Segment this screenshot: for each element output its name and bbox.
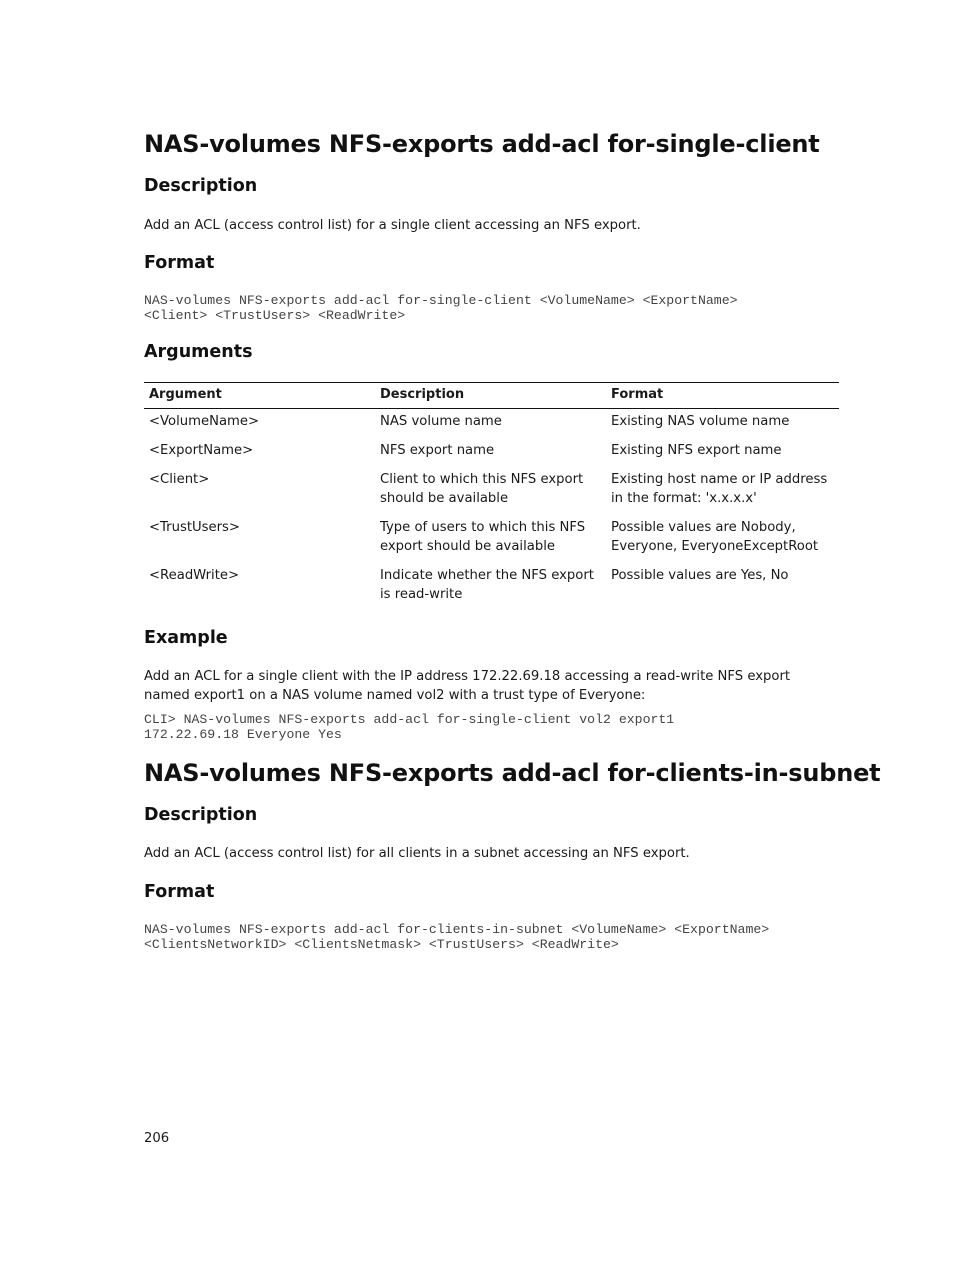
table-cell: Existing NFS export name <box>611 443 782 458</box>
column-header: Format <box>606 383 839 409</box>
format-code-line: NAS-volumes NFS-exports add-acl for-single-client <VolumeName> <ExportName> <box>144 293 738 308</box>
table-cell: NFS export name <box>380 443 495 458</box>
format-code-line: NAS-volumes NFS-exports add-acl for-clients-in-subnet <VolumeName> <ExportName> <box>144 922 770 937</box>
format-heading: Format <box>144 253 215 273</box>
example-heading: Example <box>144 628 228 648</box>
example-code-line: 172.22.69.18 Everyone Yes <box>144 727 342 742</box>
example-code-line: CLI> NAS-volumes NFS-exports add-acl for-single-client vol2 export1 <box>144 712 675 727</box>
table-header-row <box>144 383 839 409</box>
description-heading: Description <box>144 805 258 825</box>
table-cell: Type of users to which this NFS export should be available <box>380 520 586 554</box>
column-header: Description <box>375 383 606 409</box>
table-cell: <TrustUsers> <box>149 520 240 535</box>
description-text: Add an ACL (access control list) for a single client accessing an NFS export. <box>144 218 641 233</box>
table-row <box>144 438 839 467</box>
format-heading: Format <box>144 882 215 902</box>
table-cell: <ExportName> <box>149 443 254 458</box>
table-cell: <VolumeName> <box>149 414 260 429</box>
example-text: Add an ACL for a single client with the IP address 172.22.69.18 accessing a read-write NFS export named export1 on a NAS volume named vol2 with a trust type of Everyone: <box>144 669 791 703</box>
table-cell: Indicate whether the NFS export is read-write <box>380 568 594 602</box>
format-code-line: <ClientsNetworkID> <ClientsNetmask> <TrustUsers> <ReadWrite> <box>144 937 619 952</box>
section-title-single-client: NAS-volumes NFS-exports add-acl for-single-client <box>144 130 820 158</box>
table-cell: <ReadWrite> <box>149 568 240 583</box>
table-row <box>144 515 839 563</box>
table-cell: Existing NAS volume name <box>611 414 790 429</box>
table-row <box>144 563 839 611</box>
description-text: Add an ACL (access control list) for all clients in a subnet accessing an NFS export. <box>144 846 690 861</box>
table-cell: <Client> <box>149 472 210 487</box>
table-row <box>144 409 839 439</box>
description-heading: Description <box>144 176 258 196</box>
table-cell: Possible values are Nobody, Everyone, EveryoneExceptRoot <box>611 520 819 554</box>
table-row <box>144 467 839 515</box>
section-title-clients-in-subnet: NAS-volumes NFS-exports add-acl for-clients-in-subnet <box>144 759 881 787</box>
page-number: 206 <box>144 1131 170 1146</box>
column-header: Argument <box>144 383 375 409</box>
table-cell: Existing host name or IP address in the format: 'x.x.x.x' <box>611 472 828 506</box>
arguments-table <box>144 382 839 611</box>
arguments-heading: Arguments <box>144 342 253 362</box>
table-cell: NAS volume name <box>380 414 502 429</box>
table-cell: Possible values are Yes, No <box>611 568 789 583</box>
table-cell: Client to which this NFS export should be available <box>380 472 584 506</box>
format-code-line: <Client> <TrustUsers> <ReadWrite> <box>144 308 406 323</box>
